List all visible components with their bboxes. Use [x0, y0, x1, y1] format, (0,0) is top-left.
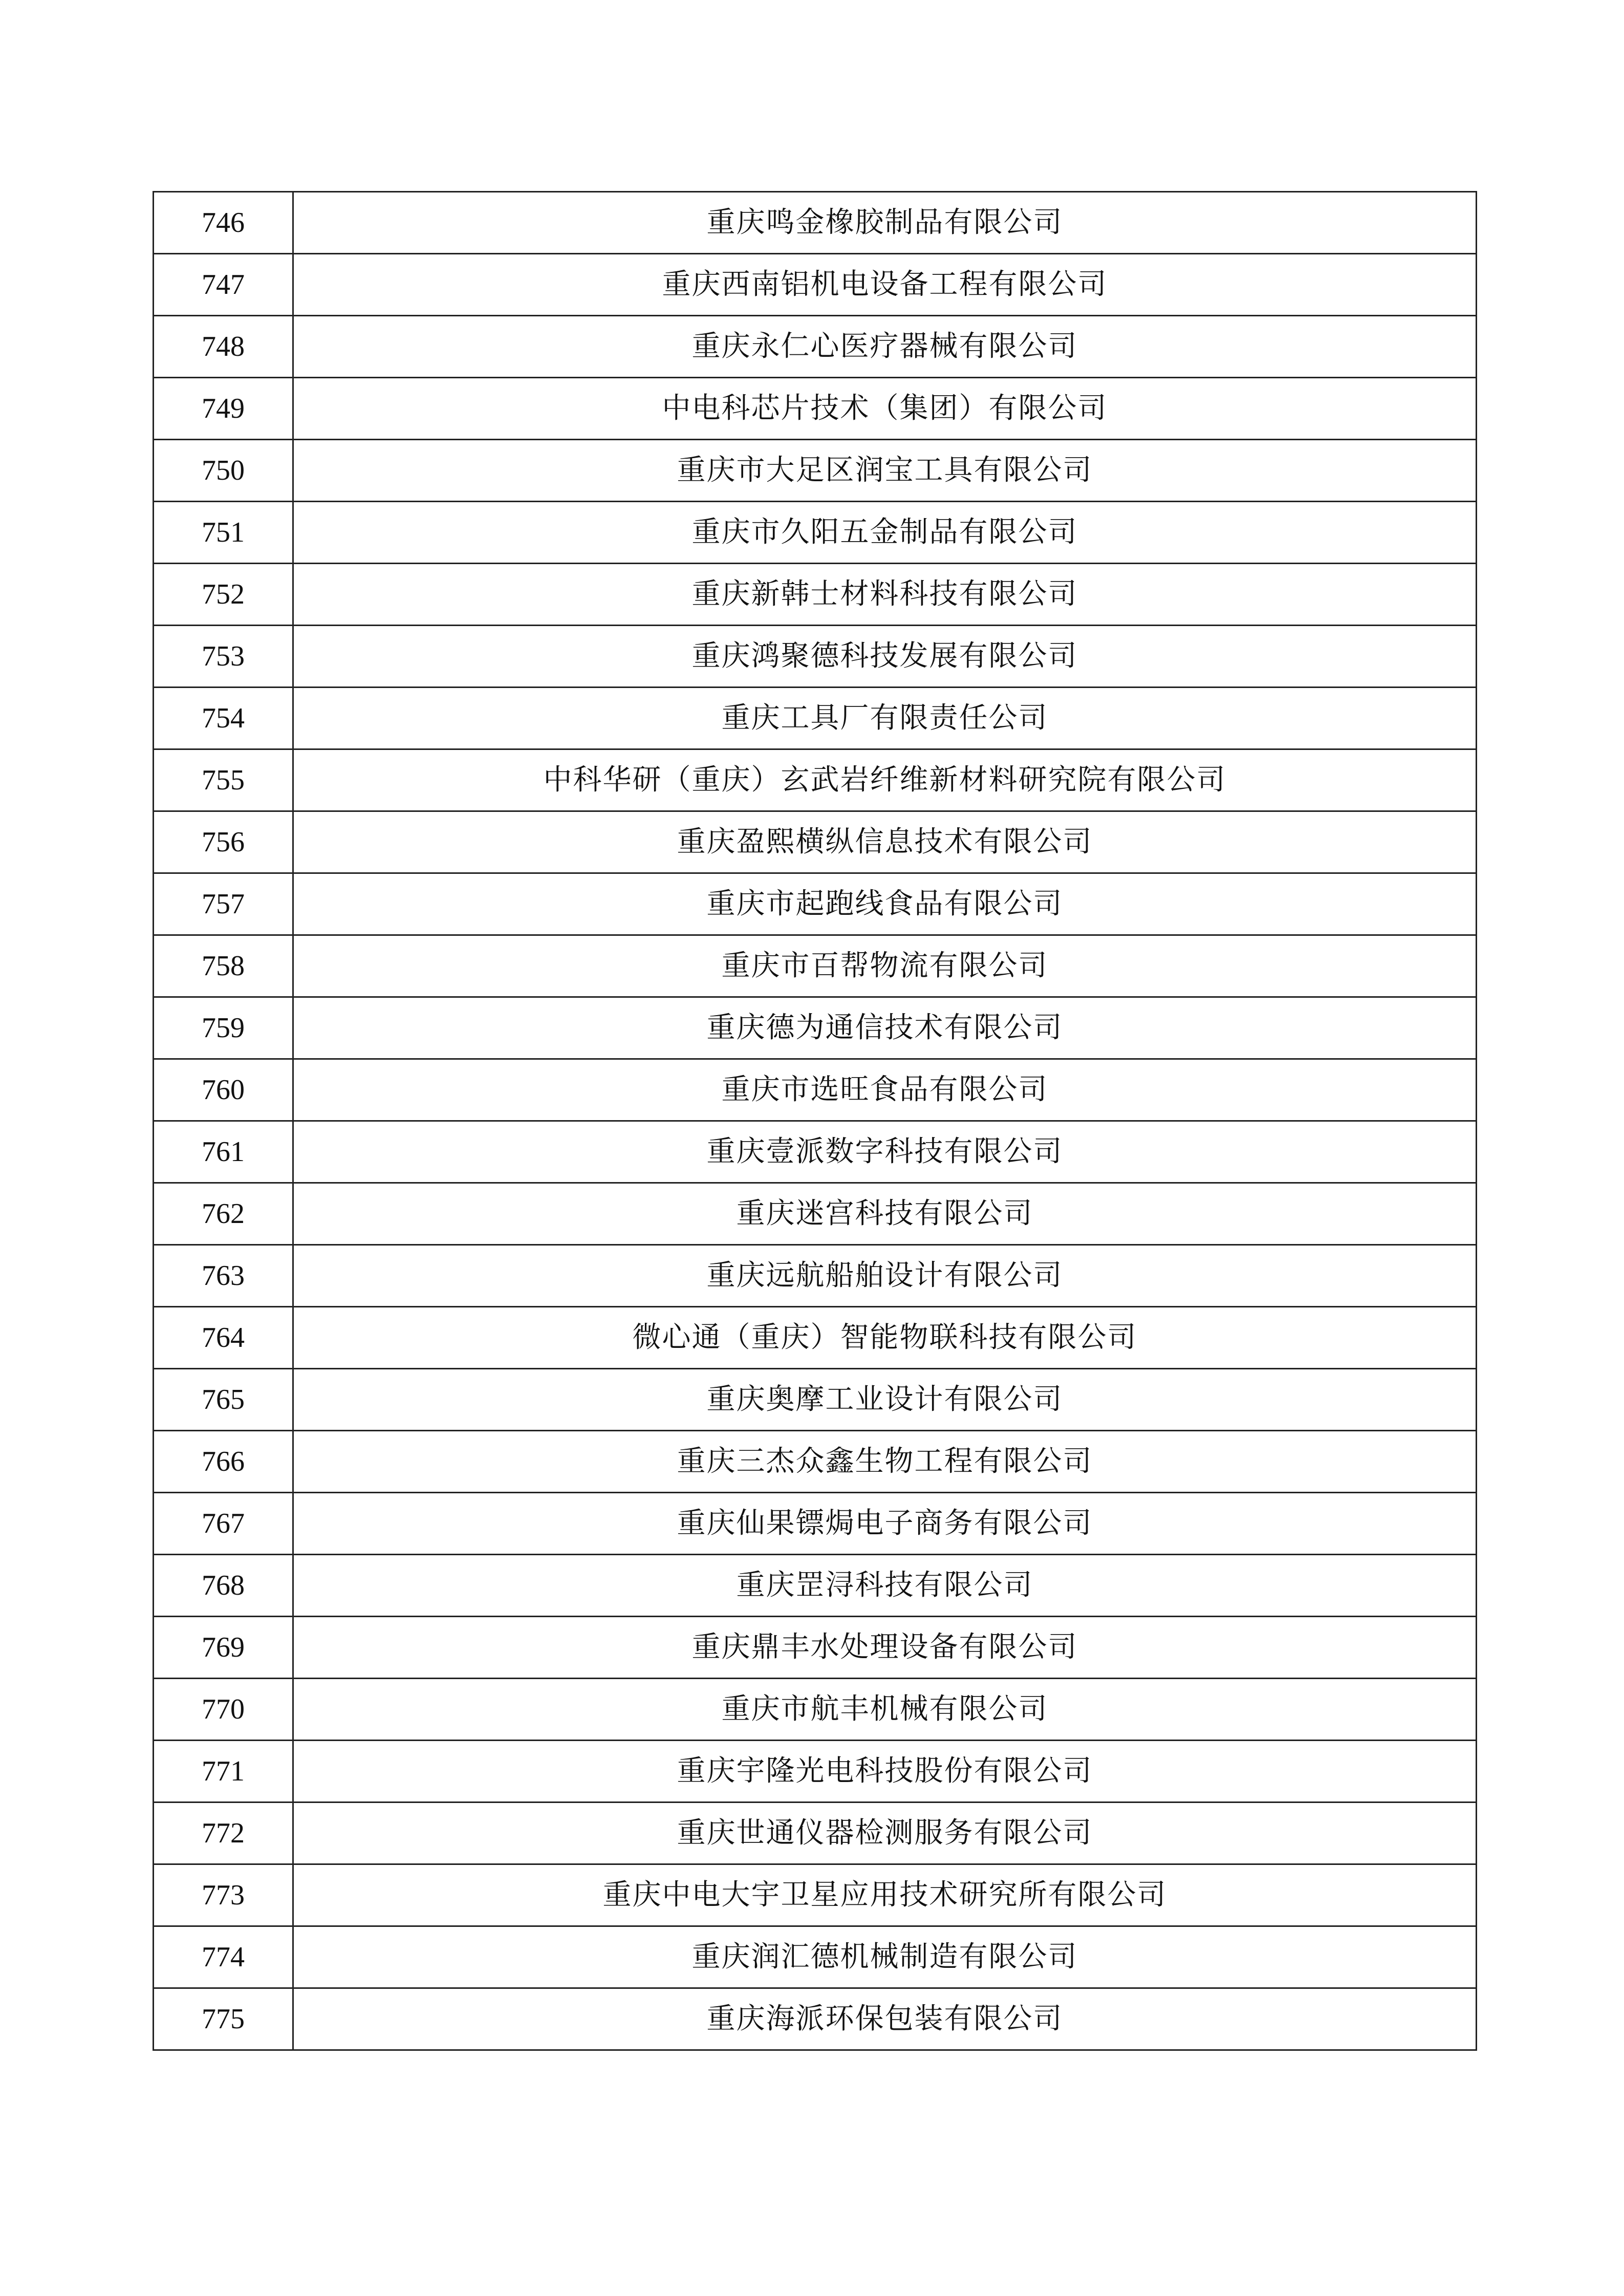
- company-name: 微心通（重庆）智能物联科技有限公司: [293, 1307, 1477, 1369]
- table-row: [154, 502, 1477, 564]
- table-row: [154, 873, 1477, 935]
- row-number: 772: [154, 1803, 293, 1864]
- table-row: [154, 316, 1477, 378]
- row-number: 751: [154, 502, 293, 564]
- table-row: [154, 1864, 1477, 1926]
- row-number: 755: [154, 749, 293, 811]
- company-list-table: [153, 191, 1477, 2051]
- company-name: 重庆市航丰机械有限公司: [293, 1679, 1477, 1741]
- row-number: 766: [154, 1431, 293, 1493]
- row-number: 770: [154, 1679, 293, 1741]
- table-row: [154, 1121, 1477, 1183]
- table-row: [154, 997, 1477, 1059]
- company-name: 重庆德为通信技术有限公司: [293, 997, 1477, 1059]
- company-name: 重庆新韩士材料科技有限公司: [293, 564, 1477, 626]
- table-row: [154, 1555, 1477, 1617]
- company-name: 重庆市起跑线食品有限公司: [293, 873, 1477, 935]
- company-name: 重庆市大足区润宝工具有限公司: [293, 440, 1477, 502]
- row-number: 768: [154, 1555, 293, 1617]
- company-name: 重庆鸿聚德科技发展有限公司: [293, 626, 1477, 688]
- table-row: [154, 1988, 1477, 2050]
- table-row: [154, 378, 1477, 440]
- table-row: [154, 1307, 1477, 1369]
- row-number: 769: [154, 1617, 293, 1679]
- company-name: 重庆罡浔科技有限公司: [293, 1555, 1477, 1617]
- row-number: 765: [154, 1369, 293, 1431]
- table-row: [154, 1369, 1477, 1431]
- table-row: [154, 1926, 1477, 1988]
- company-name: 重庆鸣金橡胶制品有限公司: [293, 192, 1477, 254]
- table-row: [154, 440, 1477, 502]
- table-row: [154, 1679, 1477, 1741]
- row-number: 762: [154, 1183, 293, 1245]
- company-name: 中电科芯片技术（集团）有限公司: [293, 378, 1477, 440]
- table-row: [154, 1183, 1477, 1245]
- company-name: 中科华研（重庆）玄武岩纤维新材料研究院有限公司: [293, 749, 1477, 811]
- table-row: [154, 935, 1477, 997]
- company-name: 重庆壹派数字科技有限公司: [293, 1121, 1477, 1183]
- company-name: 重庆海派环保包装有限公司: [293, 1988, 1477, 2050]
- table-row: [154, 626, 1477, 688]
- company-name: 重庆工具厂有限责任公司: [293, 688, 1477, 749]
- company-name: 重庆永仁心医疗器械有限公司: [293, 316, 1477, 378]
- table-row: [154, 811, 1477, 873]
- row-number: 760: [154, 1059, 293, 1121]
- row-number: 748: [154, 316, 293, 378]
- company-list-body: [154, 192, 1477, 2050]
- company-name: 重庆润汇德机械制造有限公司: [293, 1926, 1477, 1988]
- row-number: 750: [154, 440, 293, 502]
- company-name: 重庆市久阳五金制品有限公司: [293, 502, 1477, 564]
- table-row: [154, 564, 1477, 626]
- company-name: 重庆世通仪器检测服务有限公司: [293, 1803, 1477, 1864]
- table-row: [154, 749, 1477, 811]
- company-name: 重庆西南铝机电设备工程有限公司: [293, 254, 1477, 316]
- table-row: [154, 254, 1477, 316]
- company-name: 重庆远航船舶设计有限公司: [293, 1245, 1477, 1307]
- table-row: [154, 1617, 1477, 1679]
- row-number: 754: [154, 688, 293, 749]
- company-name: 重庆宇隆光电科技股份有限公司: [293, 1741, 1477, 1803]
- company-name: 重庆鼎丰水处理设备有限公司: [293, 1617, 1477, 1679]
- row-number: 767: [154, 1493, 293, 1555]
- row-number: 753: [154, 626, 293, 688]
- table-row: [154, 1431, 1477, 1493]
- row-number: 757: [154, 873, 293, 935]
- table-row: [154, 688, 1477, 749]
- row-number: 773: [154, 1864, 293, 1926]
- table-row: [154, 1493, 1477, 1555]
- row-number: 749: [154, 378, 293, 440]
- row-number: 752: [154, 564, 293, 626]
- table-row: [154, 1059, 1477, 1121]
- company-name: 重庆三杰众鑫生物工程有限公司: [293, 1431, 1477, 1493]
- row-number: 761: [154, 1121, 293, 1183]
- row-number: 775: [154, 1988, 293, 2050]
- company-name: 重庆中电大宇卫星应用技术研究所有限公司: [293, 1864, 1477, 1926]
- row-number: 758: [154, 935, 293, 997]
- table-row: [154, 1803, 1477, 1864]
- table-row: [154, 1245, 1477, 1307]
- table-row: [154, 192, 1477, 254]
- row-number: 771: [154, 1741, 293, 1803]
- row-number: 756: [154, 811, 293, 873]
- company-name: 重庆奥摩工业设计有限公司: [293, 1369, 1477, 1431]
- row-number: 759: [154, 997, 293, 1059]
- row-number: 763: [154, 1245, 293, 1307]
- company-name: 重庆市百帮物流有限公司: [293, 935, 1477, 997]
- company-name: 重庆迷宫科技有限公司: [293, 1183, 1477, 1245]
- row-number: 764: [154, 1307, 293, 1369]
- row-number: 747: [154, 254, 293, 316]
- company-name: 重庆仙果镖焗电子商务有限公司: [293, 1493, 1477, 1555]
- company-name: 重庆盈熙横纵信息技术有限公司: [293, 811, 1477, 873]
- row-number: 774: [154, 1926, 293, 1988]
- row-number: 746: [154, 192, 293, 254]
- table-row: [154, 1741, 1477, 1803]
- company-name: 重庆市选旺食品有限公司: [293, 1059, 1477, 1121]
